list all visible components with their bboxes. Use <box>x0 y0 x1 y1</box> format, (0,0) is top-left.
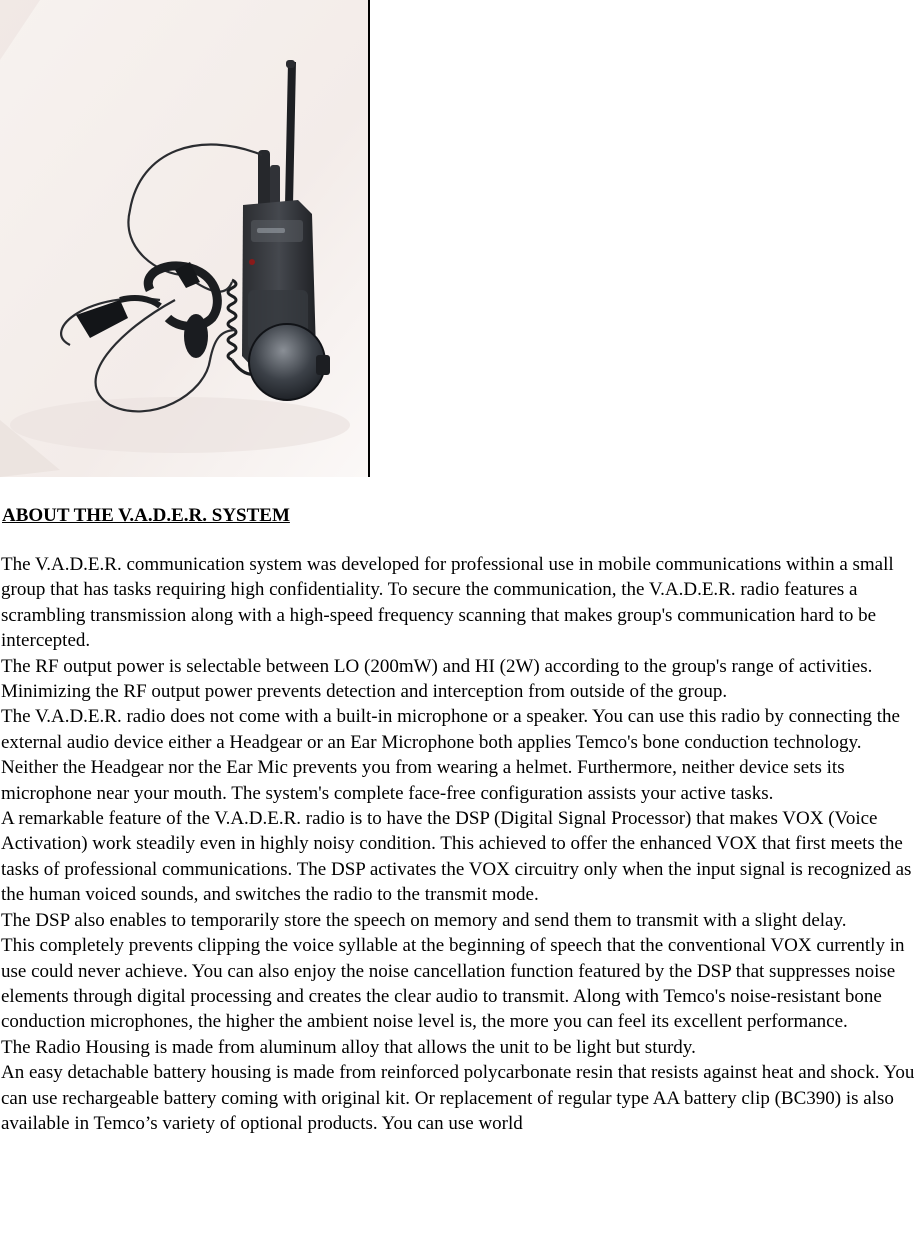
product-photo <box>0 0 370 477</box>
section-heading: ABOUT THE V.A.D.E.R. SYSTEM <box>2 505 290 526</box>
paragraph-rf-power: The RF output power is selectable between LO (200mW) and HI (2W) according to the group's range of activities. Minimizing the RF output power prevents detection and interception from outside of the group. <box>1 655 873 703</box>
paragraph-audio-devices: The V.A.D.E.R. radio does not come with a built-in microphone or a speaker. You can use this radio by connecting the external audio device either a Headgear or an Ear Microphone both applies Temco's bone conduction technology. Neither the Headgear nor the Ear Mic prevents you from wearing a helmet. Furthermore, neither device sets its microphone near your mouth. The system's complete face-free configuration assists your active tasks. <box>1 706 900 804</box>
paragraph-noise-cancel: This completely prevents clipping the voice syllable at the beginning of speech that the conventional VOX currently in use could never achieve. You can also enjoy the noise cancellation function featured by the DSP that suppresses noise elements through digital processing and creates the clear audio to transmit. Along with Temco's noise-resistant bone conduction microphones, the higher the ambient noise level is, the more you can feel its excellent performance. <box>1 935 905 1033</box>
paragraph-security: The V.A.D.E.R. communication system was developed for professional use in mobile communications within a small group that has tasks requiring high confidentiality. To secure the communication, the V.A.D.E.R. radio features a scrambling transmission along with a high-speed frequency scanning that makes group's communication hard to be intercepted. <box>1 554 894 652</box>
paragraph-housing: The Radio Housing is made from aluminum alloy that allows the unit to be light but sturdy. <box>1 1036 696 1058</box>
paragraph-dsp-vox: A remarkable feature of the V.A.D.E.R. radio is to have the DSP (Digital Signal Processor) that makes VOX (Voice Activation) work steadily even in highly noisy condition. This achieved to offer the enhanced VOX that first meets the tasks of professional communications. The DSP activates the VOX circuitry only when the input signal is recognized as the human voiced sounds, and switches the radio to the transmit mode. <box>1 808 912 906</box>
paragraph-dsp-delay: The DSP also enables to temporarily store the speech on memory and send them to transmit with a slight delay. <box>1 909 847 931</box>
article-body <box>1 552 920 1136</box>
radio-headset-illustration <box>0 0 368 477</box>
paragraph-battery: An easy detachable battery housing is made from reinforced polycarbonate resin that resists against heat and shock. You can use rechargeable battery coming with original kit. Or replacement of regular type AA battery clip (BC390) is also available in Temco’s variety of optional products. You can use world <box>1 1062 915 1134</box>
